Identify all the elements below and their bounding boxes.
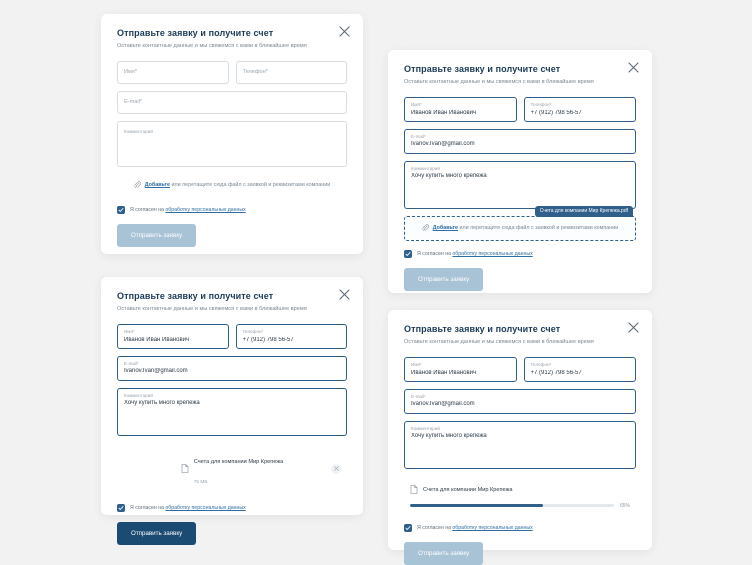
paperclip-icon <box>134 181 141 190</box>
attached-file-name: Счета для компании Мир Крепежа <box>193 458 284 465</box>
consent-row[interactable] <box>117 504 347 512</box>
attached-file-size: 75 МБ <box>193 479 208 485</box>
form-subtitle: Оставьте контактные данные и мы свяжемся с вами в ближайшее время <box>404 79 594 85</box>
drag-file-chip: Счета для компании Мир Крепежа.pdf <box>535 206 633 217</box>
phone-field[interactable]: Телефон* +7 (912) 798 56-57 <box>524 97 637 122</box>
comment-field[interactable]: Комментарий Хочу купить много крепежа <box>404 421 636 469</box>
row-name-phone <box>117 324 347 349</box>
consent-checkbox[interactable] <box>404 524 412 532</box>
form-card-empty <box>101 14 363 254</box>
attached-file-meta <box>194 449 283 489</box>
consent-label: Я согласен на обработку персональных данных <box>417 524 533 531</box>
name-field[interactable]: Имя* Иванов Иван Иванович <box>404 97 517 122</box>
consent-row[interactable] <box>404 250 636 258</box>
document-icon <box>410 481 418 499</box>
submit-button[interactable]: Отправить заявку <box>404 542 483 565</box>
page-title: Отправьте заявку и получите счет <box>117 291 274 301</box>
row-name-phone <box>404 357 636 382</box>
privacy-policy-link[interactable]: обработку персональных данных <box>165 206 246 213</box>
consent-label: Я согласен на обработку персональных данных <box>417 250 533 257</box>
upload-progress-block <box>404 476 636 515</box>
paperclip-icon <box>422 224 429 233</box>
privacy-policy-link[interactable]: обработку персональных данных <box>452 250 533 257</box>
row-comment <box>117 121 347 167</box>
name-field[interactable]: Имя* Иванов Иван Иванович <box>117 324 229 349</box>
progress-row <box>410 503 630 509</box>
row-name-phone <box>404 97 636 122</box>
dropzone-rest: или перетащите сюда файл с заявкой и реквизитами компании <box>458 225 619 232</box>
name-field[interactable]: Имя* Иванов Иван Иванович <box>404 357 517 382</box>
email-field[interactable]: E-mail* Ivanov.Ivan@gmail.com <box>404 389 636 414</box>
dropzone-text <box>145 182 331 188</box>
consent-row[interactable] <box>117 206 347 214</box>
close-icon[interactable] <box>339 289 350 300</box>
form-card-filled-dragging <box>388 50 652 293</box>
consent-checkbox[interactable] <box>404 250 412 258</box>
uploading-file-row <box>410 481 630 499</box>
phone-field[interactable]: Телефон* +7 (912) 798 56-57 <box>236 324 348 349</box>
close-icon[interactable] <box>628 62 639 73</box>
row-email <box>117 91 347 114</box>
consent-checkbox[interactable] <box>117 504 125 512</box>
row-email <box>404 129 636 154</box>
consent-checkbox[interactable] <box>117 206 125 214</box>
progress-bar <box>410 504 614 507</box>
consent-label: Я согласен на обработку персональных данных <box>130 504 246 511</box>
close-icon[interactable] <box>628 322 639 333</box>
attached-file-row <box>117 443 347 495</box>
dropzone-add-link[interactable]: Добавьте <box>144 182 171 189</box>
row-email <box>404 389 636 414</box>
file-dropzone[interactable] <box>117 174 347 197</box>
document-icon <box>181 460 189 478</box>
row-email <box>117 356 347 381</box>
form-subtitle: Оставьте контактные данные и мы свяжемся с вами в ближайшее время <box>404 339 594 345</box>
row-comment <box>404 161 636 209</box>
consent-row[interactable] <box>404 524 636 532</box>
email-field[interactable]: E-mail* Ivanov.Ivan@gmail.com <box>404 129 636 154</box>
phone-field[interactable]: Телефон* +7 (912) 798 56-57 <box>524 357 637 382</box>
dropzone-add-link[interactable]: Добавьте <box>432 225 459 232</box>
comment-field[interactable]: Комментарий Хочу купить много крепежа <box>404 161 636 209</box>
email-field[interactable]: E-mail* <box>117 91 347 114</box>
close-icon[interactable] <box>339 26 350 37</box>
comment-field[interactable]: Комментарий Хочу купить много крепежа <box>117 388 347 436</box>
progress-bar-fill <box>410 504 543 507</box>
form-card-file-attached <box>101 277 363 537</box>
consent-label: Я согласен на обработку персональных данных <box>130 206 246 213</box>
form-subtitle: Оставьте контактные данные и мы свяжемся с вами в ближайшее время <box>117 306 307 312</box>
submit-button[interactable]: Отправить заявку <box>404 268 483 291</box>
page-title: Отправьте заявку и получите счет <box>117 28 274 38</box>
form-card-upload-progress <box>388 310 652 557</box>
progress-percent: 65% <box>619 502 630 509</box>
email-field[interactable]: E-mail* Ivanov.Ivan@gmail.com <box>117 356 347 381</box>
privacy-policy-link[interactable]: обработку персональных данных <box>452 524 533 531</box>
dropzone-rest: или перетащите сюда файл с заявкой и реквизитами компании <box>170 182 331 189</box>
privacy-policy-link[interactable]: обработку персональных данных <box>165 504 246 511</box>
uploading-file-name: Счета для компании Мир Крепежа <box>423 486 513 493</box>
name-field[interactable]: Имя* <box>117 61 229 84</box>
dropzone-text <box>433 225 619 231</box>
phone-field[interactable]: Телефон* <box>236 61 348 84</box>
page-title: Отправьте заявку и получите счет <box>404 324 561 334</box>
remove-file-icon[interactable] <box>331 464 341 474</box>
submit-button[interactable]: Отправить заявку <box>117 522 196 545</box>
page-title: Отправьте заявку и получите счет <box>404 64 561 74</box>
submit-button[interactable]: Отправить заявку <box>117 224 196 247</box>
form-subtitle: Оставьте контактные данные и мы свяжемся с вами в ближайшее время <box>117 43 307 49</box>
row-comment <box>404 421 636 469</box>
row-name-phone <box>117 61 347 84</box>
comment-field[interactable]: Комментарий <box>117 121 347 167</box>
file-dropzone[interactable] <box>404 208 636 241</box>
row-comment <box>117 388 347 436</box>
